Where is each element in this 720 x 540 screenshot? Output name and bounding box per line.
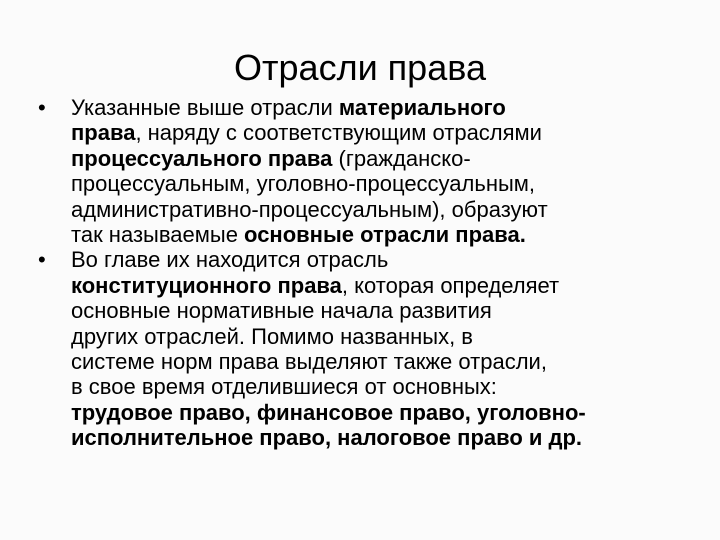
slide-title — [0, 46, 720, 90]
text-run: Указанные выше отрасли — [71, 95, 339, 120]
text-line — [71, 374, 708, 399]
text-run: (гражданско- — [332, 145, 471, 171]
bold-text-run: конституционного права — [71, 272, 342, 298]
text-line — [71, 425, 708, 450]
text-line — [71, 95, 708, 120]
text-run: , наряду с соответствующим отраслями — [135, 120, 542, 146]
text-run: в свое время отделившиеся от основных: — [71, 374, 497, 400]
text-run: административно-процессуальным), образуют — [71, 196, 548, 222]
text-run: основные нормативные начала развития — [71, 298, 492, 324]
text-line — [71, 247, 708, 272]
bold-text-run: права — [71, 120, 136, 146]
text-run: Во главе их находится отрасль — [71, 247, 389, 273]
text-line — [71, 400, 708, 425]
bullet-mark: • — [38, 95, 46, 120]
bold-text-run: основные отрасли права. — [244, 222, 526, 248]
text-line — [71, 273, 708, 298]
text-line — [71, 324, 708, 349]
bullet-mark: • — [38, 247, 46, 273]
text-run: системе норм права выделяют также отрасли, — [71, 349, 547, 375]
bullet-item-1 — [38, 95, 708, 247]
text-line — [71, 349, 708, 374]
text-line — [71, 120, 708, 145]
bullet-item-2 — [38, 247, 708, 450]
text-line — [71, 146, 708, 171]
bold-text-run: трудовое право, финансовое право, уголовно- — [71, 399, 586, 425]
slide-title-text: Отрасли права — [234, 47, 486, 88]
text-line — [71, 197, 708, 222]
bold-text-run: материального — [338, 95, 506, 120]
text-run: процессуальным, уголовно-процессуальным, — [71, 171, 536, 197]
bullet-text — [71, 95, 708, 247]
bullet-list — [38, 95, 708, 451]
text-line — [71, 171, 708, 196]
text-run: так называемые — [71, 222, 245, 248]
bold-text-run: процессуального права — [71, 145, 333, 171]
bold-text-run: исполнительное право, налоговое право и др. — [71, 425, 583, 451]
text-run: , которая определяет — [341, 272, 560, 298]
bullet-text — [71, 247, 708, 450]
text-line — [71, 222, 708, 247]
text-run: других отраслей. Помимо названных, в — [71, 323, 473, 349]
text-line — [71, 298, 708, 323]
